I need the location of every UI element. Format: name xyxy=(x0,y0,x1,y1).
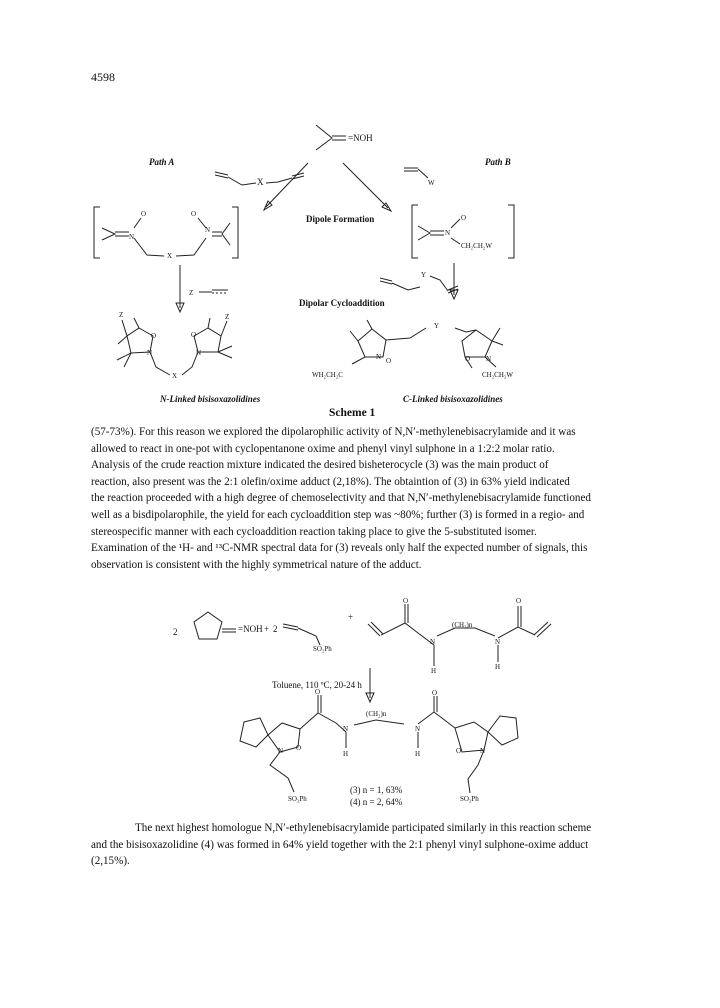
nitrone-o-b: O xyxy=(461,214,467,222)
product-so2ph-right: SO₂Ph xyxy=(460,795,479,803)
nlinked-z-left: Z xyxy=(119,311,124,319)
product-o-left: O xyxy=(315,688,321,696)
oxime-noh: =NOH xyxy=(238,624,263,634)
linker-x-label: X xyxy=(257,177,264,187)
nlinked-o-right: O xyxy=(191,331,197,339)
n-linked-caption: N-Linked bisisoxazolidines xyxy=(160,394,261,404)
substituent-w-label: W xyxy=(428,179,435,187)
amide-h-right: H xyxy=(495,663,501,671)
c-linked-caption: C-Linked bisisoxazolidines xyxy=(403,394,503,404)
path-b-label: Path B xyxy=(485,157,511,167)
product-amide-h-right: H xyxy=(415,750,421,758)
product-4-label: (4) n = 2, 64% xyxy=(350,797,403,807)
plus-sign-2: + xyxy=(348,612,354,622)
nlinked-o-left: O xyxy=(151,332,157,340)
amide-o-left: O xyxy=(403,597,409,605)
nitrone-ch2ch2w: CH₂CH₂W xyxy=(461,242,492,250)
product-amide-n-left: N xyxy=(343,725,349,733)
isoxazolidine-n-left: N xyxy=(278,747,284,755)
scheme-1-title: Scheme 1 xyxy=(329,407,376,419)
paragraph-1-line: (57-73%). For this reason we explored the dipolarophilic activity of N,N′-methylenebisacrylamide and it was xyxy=(91,426,576,438)
bisolefin-y-label: Y xyxy=(421,271,427,279)
nitrone-n-right: N xyxy=(205,226,211,234)
dipolar-cycloaddition-label: Dipolar Cycloaddition xyxy=(299,298,385,308)
amide-o-right: O xyxy=(516,597,522,605)
paragraph-1-line: reaction, also present was the 2:1 olefin/oxime adduct (2,18%). The obtaintion of (3) in 63% yield indicated xyxy=(91,475,570,488)
plus-sign-1: + xyxy=(264,624,270,634)
clinked-o-left: O xyxy=(386,357,392,365)
product-3-label: (3) n = 1, 63% xyxy=(350,785,403,795)
clinked-ch2ch2w: CH₂CH₂W xyxy=(482,371,513,379)
sulphone-so2ph: SO₂Ph xyxy=(313,645,332,653)
product-chain-label: (CH₂)n xyxy=(366,710,387,718)
reaction-conditions: Toluene, 110 ºC, 20-24 h xyxy=(272,680,362,690)
path-a-label: Path A xyxy=(149,157,175,167)
paragraph-1-line: well as a bisdipolarophile, the yield for each cycloaddition step was ~80%; further (3) is formed in a regio- and xyxy=(91,508,585,521)
isoxazolidine-n-right: N xyxy=(480,747,486,755)
amide-n-left: N xyxy=(430,638,436,646)
clinked-y-label: Y xyxy=(434,322,440,330)
dipole-formation-label: Dipole Formation xyxy=(306,214,375,224)
nitrone-n-b: N xyxy=(445,229,451,237)
nlinked-n-left: N xyxy=(147,349,153,357)
oxime-noh-label: =NOH xyxy=(348,133,373,143)
paragraph-1-line: stereospecific manner with each cycloaddition reaction taking place to give the 5-substituted isomer. xyxy=(91,525,537,538)
amide-h-left: H xyxy=(431,667,437,675)
product-amide-n-right: N xyxy=(415,725,421,733)
product-o-right: O xyxy=(432,689,438,697)
page-number: 4598 xyxy=(91,70,115,84)
paragraph-2 xyxy=(91,820,635,870)
nitrone-o-right: O xyxy=(191,210,197,218)
oxime-coefficient: 2 xyxy=(173,627,178,637)
isoxazolidine-o-right: O xyxy=(456,747,462,755)
nitrone-o-left: O xyxy=(141,210,147,218)
clinked-wh2ch2c: WH₂CH₂C xyxy=(312,371,343,379)
paragraph-1-line: Analysis of the crude reaction mixture indicated the desired bisheterocycle (3) was the main product of xyxy=(91,459,549,472)
nlinked-n-right: N xyxy=(196,349,202,357)
nitrone-n-left: N xyxy=(129,233,135,241)
sulphone-coefficient: 2 xyxy=(273,624,278,634)
product-amide-h-left: H xyxy=(343,750,349,758)
nlinked-z-right: Z xyxy=(225,313,230,321)
paragraph-1-line: the reaction proceeded with a high degree of chemoselectivity and that N,N′-methylenebisacrylamide functioned xyxy=(91,492,591,505)
paragraph-1-line: allowed to react in one-pot with cyclopentanone oxime and phenyl vinyl sulphone in a 1:2:2 molar ratio. xyxy=(91,442,555,455)
paragraph-2-line: The next highest homologue N,N′-ethylenebisacrylamide participated similarly in this reaction scheme xyxy=(135,822,592,834)
bis-nitrone-x-label: X xyxy=(167,252,173,260)
paragraph-2-line: (2,15%). xyxy=(91,855,130,868)
clinked-o-right: O xyxy=(465,355,471,363)
product-so2ph-left: SO₂Ph xyxy=(288,795,307,803)
dipolarophile-z-label: Z xyxy=(189,289,194,297)
paragraph-2-line: and the bisisoxazolidine (4) was formed in 64% yield together with the 2:1 phenyl vinyl sulphone-oxime adduct xyxy=(91,838,589,851)
clinked-n-left: N xyxy=(376,353,382,361)
clinked-n-right: N xyxy=(486,355,492,363)
methylene-chain-label: (CH₂)n xyxy=(452,621,473,629)
nlinked-x-label: X xyxy=(172,372,178,380)
amide-n-right: N xyxy=(495,638,501,646)
isoxazolidine-o-left: O xyxy=(296,744,302,752)
paragraph-1-line: Examination of the ¹H- and ¹³C-NMR spectral data for (3) reveals only half the expected number of signals, this xyxy=(91,542,588,555)
paragraph-1-line: observation is consistent with the highly symmetrical nature of the adduct. xyxy=(91,558,422,571)
